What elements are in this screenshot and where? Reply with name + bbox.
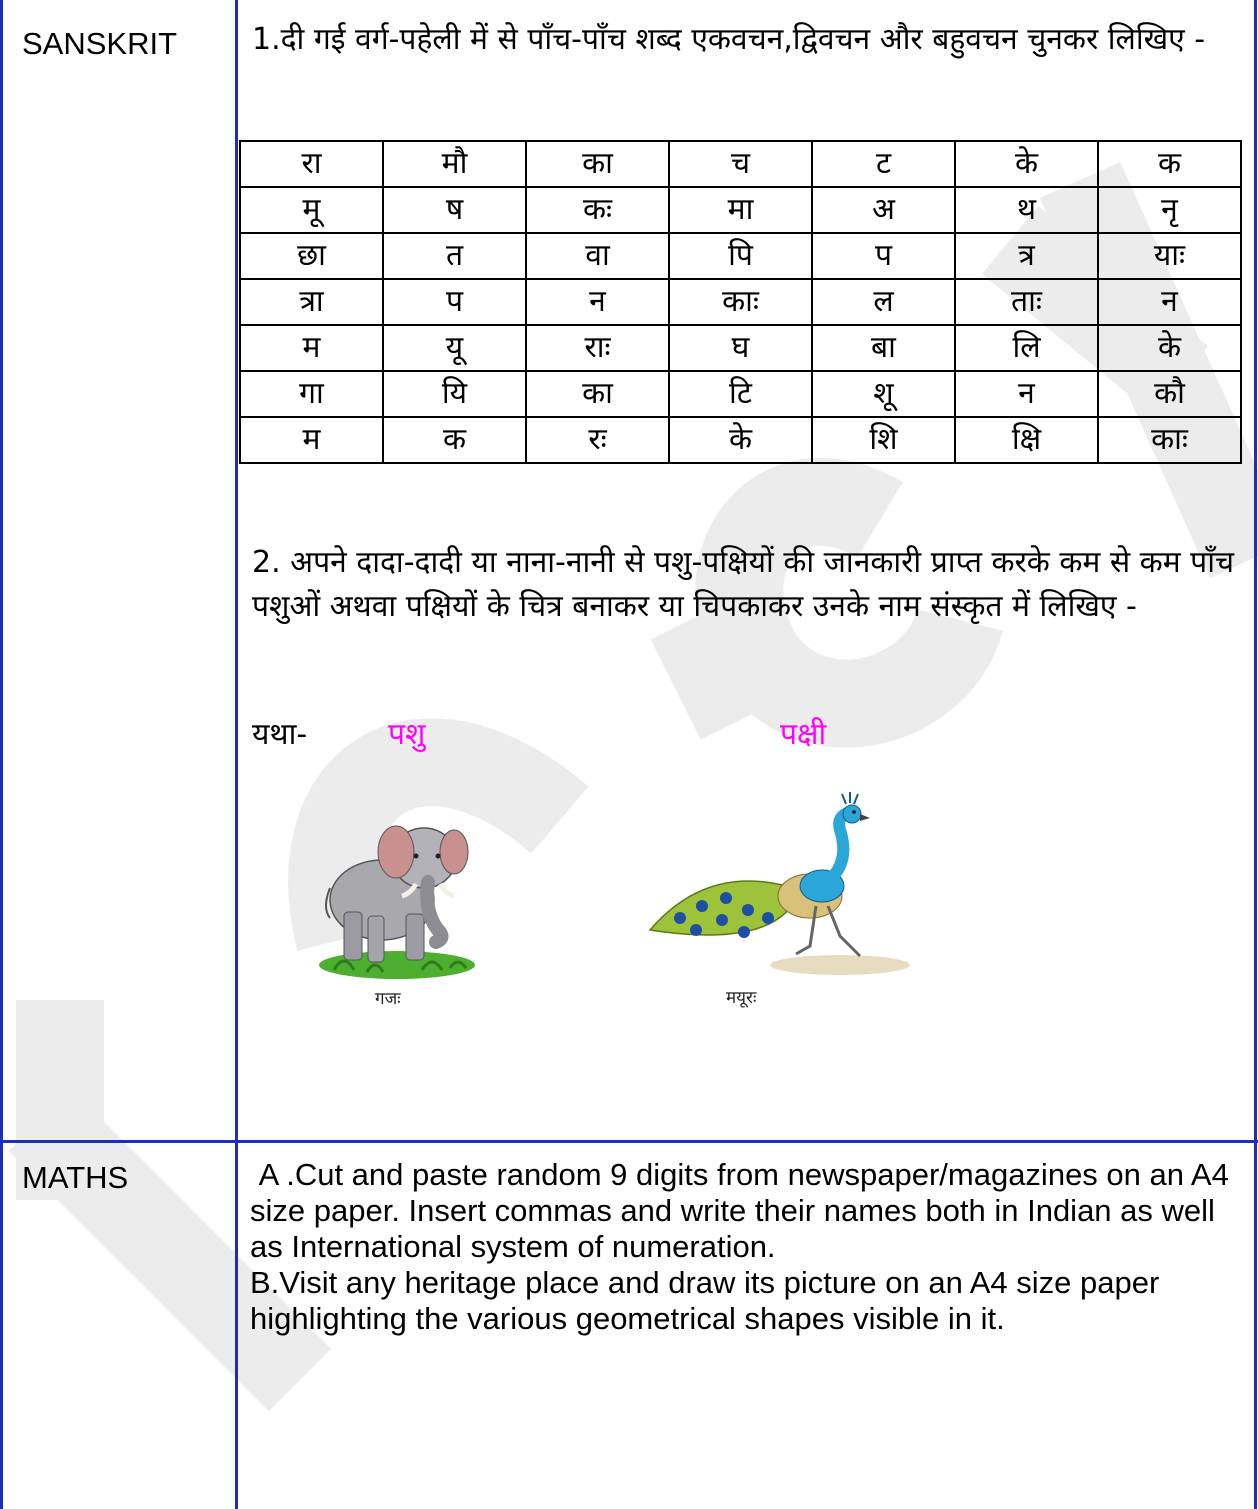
puzzle-cell: रा [240,141,383,187]
puzzle-cell: म [240,417,383,463]
puzzle-cell: का [526,141,669,187]
subject-sanskrit: SANSKRIT [22,26,178,61]
puzzle-cell: राः [526,325,669,371]
question-1-text: 1.दी गई वर्ग-पहेली में से पाँच-पाँच शब्द एकवचन,द्विवचन और बहुवचन चुनकर लिखिए - [252,22,1206,57]
word-puzzle-grid [239,140,1242,464]
puzzle-row [240,233,1241,279]
maths-task-a: A .Cut and paste random 9 digits from newspaper/magazines on an A4 size paper. Insert commas and write their names both in Indian as well as International system of numeration. [250,1157,1238,1264]
puzzle-cell: थ [955,187,1098,233]
subject-maths: MATHS [22,1160,129,1195]
puzzle-cell: शू [812,371,955,417]
puzzle-cell: ष [383,187,526,233]
puzzle-cell: के [1098,325,1241,371]
question-2-text: 2. अपने दादा-दादी या नाना-नानी से पशु-पक्षियों की जानकारी प्राप्त करके कम से कम पाँच पशुओं अथवा पक्षियों के चित्र बनाकर या चिपकाकर उनके नाम संस्कृत में लिखिए - [252,545,1235,624]
puzzle-cell: क्षि [955,417,1098,463]
peacock-illustration [640,790,920,990]
puzzle-cell: यि [383,371,526,417]
puzzle-cell: घ [669,325,812,371]
puzzle-cell: प [812,233,955,279]
puzzle-cell: वा [526,233,669,279]
puzzle-cell: ताः [955,279,1098,325]
puzzle-cell: याः [1098,233,1241,279]
puzzle-cell: न [1098,279,1241,325]
puzzle-cell: च [669,141,812,187]
animal-heading: पशु [388,717,426,752]
maths-task-block [250,1157,1238,1337]
puzzle-cell: न [526,279,669,325]
puzzle-cell: के [669,417,812,463]
bird-heading: पक्षी [780,717,827,752]
right-border [1254,0,1257,1509]
puzzle-cell: ट [812,141,955,187]
left-border [0,0,3,1509]
puzzle-cell: त [383,233,526,279]
puzzle-row [240,417,1241,463]
puzzle-cell: मा [669,187,812,233]
row-divider [0,1140,1258,1143]
puzzle-cell: का [526,371,669,417]
puzzle-cell: लि [955,325,1098,371]
puzzle-cell: म [240,325,383,371]
puzzle-cell: क [383,417,526,463]
puzzle-cell: छा [240,233,383,279]
puzzle-cell: ल [812,279,955,325]
puzzle-cell: टि [669,371,812,417]
puzzle-cell: के [955,141,1098,187]
puzzle-cell: मू [240,187,383,233]
puzzle-cell: पि [669,233,812,279]
puzzle-cell: त्रा [240,279,383,325]
puzzle-cell: कौ [1098,371,1241,417]
puzzle-cell: यू [383,325,526,371]
puzzle-cell: कः [526,187,669,233]
puzzle-cell: शि [812,417,955,463]
maths-task-b: B.Visit any heritage place and draw its picture on an A4 size paper highlighting the various geometrical shapes visible in it. [250,1265,1160,1336]
puzzle-cell: प [383,279,526,325]
puzzle-cell: रः [526,417,669,463]
column-divider [235,0,238,1509]
puzzle-cell: क [1098,141,1241,187]
puzzle-cell: नृ [1098,187,1241,233]
puzzle-row [240,279,1241,325]
puzzle-row [240,187,1241,233]
puzzle-cell: अ [812,187,955,233]
puzzle-cell: बा [812,325,955,371]
puzzle-row [240,371,1241,417]
puzzle-cell: काः [669,279,812,325]
puzzle-cell: काः [1098,417,1241,463]
elephant-caption: गजः [375,989,401,1009]
puzzle-cell: त्र [955,233,1098,279]
elephant-illustration [312,800,482,990]
puzzle-row [240,141,1241,187]
peacock-caption: मयूरः [726,988,757,1008]
puzzle-row [240,325,1241,371]
example-label: यथा- [252,717,308,752]
puzzle-cell: गा [240,371,383,417]
puzzle-cell: न [955,371,1098,417]
puzzle-cell: मौ [383,141,526,187]
